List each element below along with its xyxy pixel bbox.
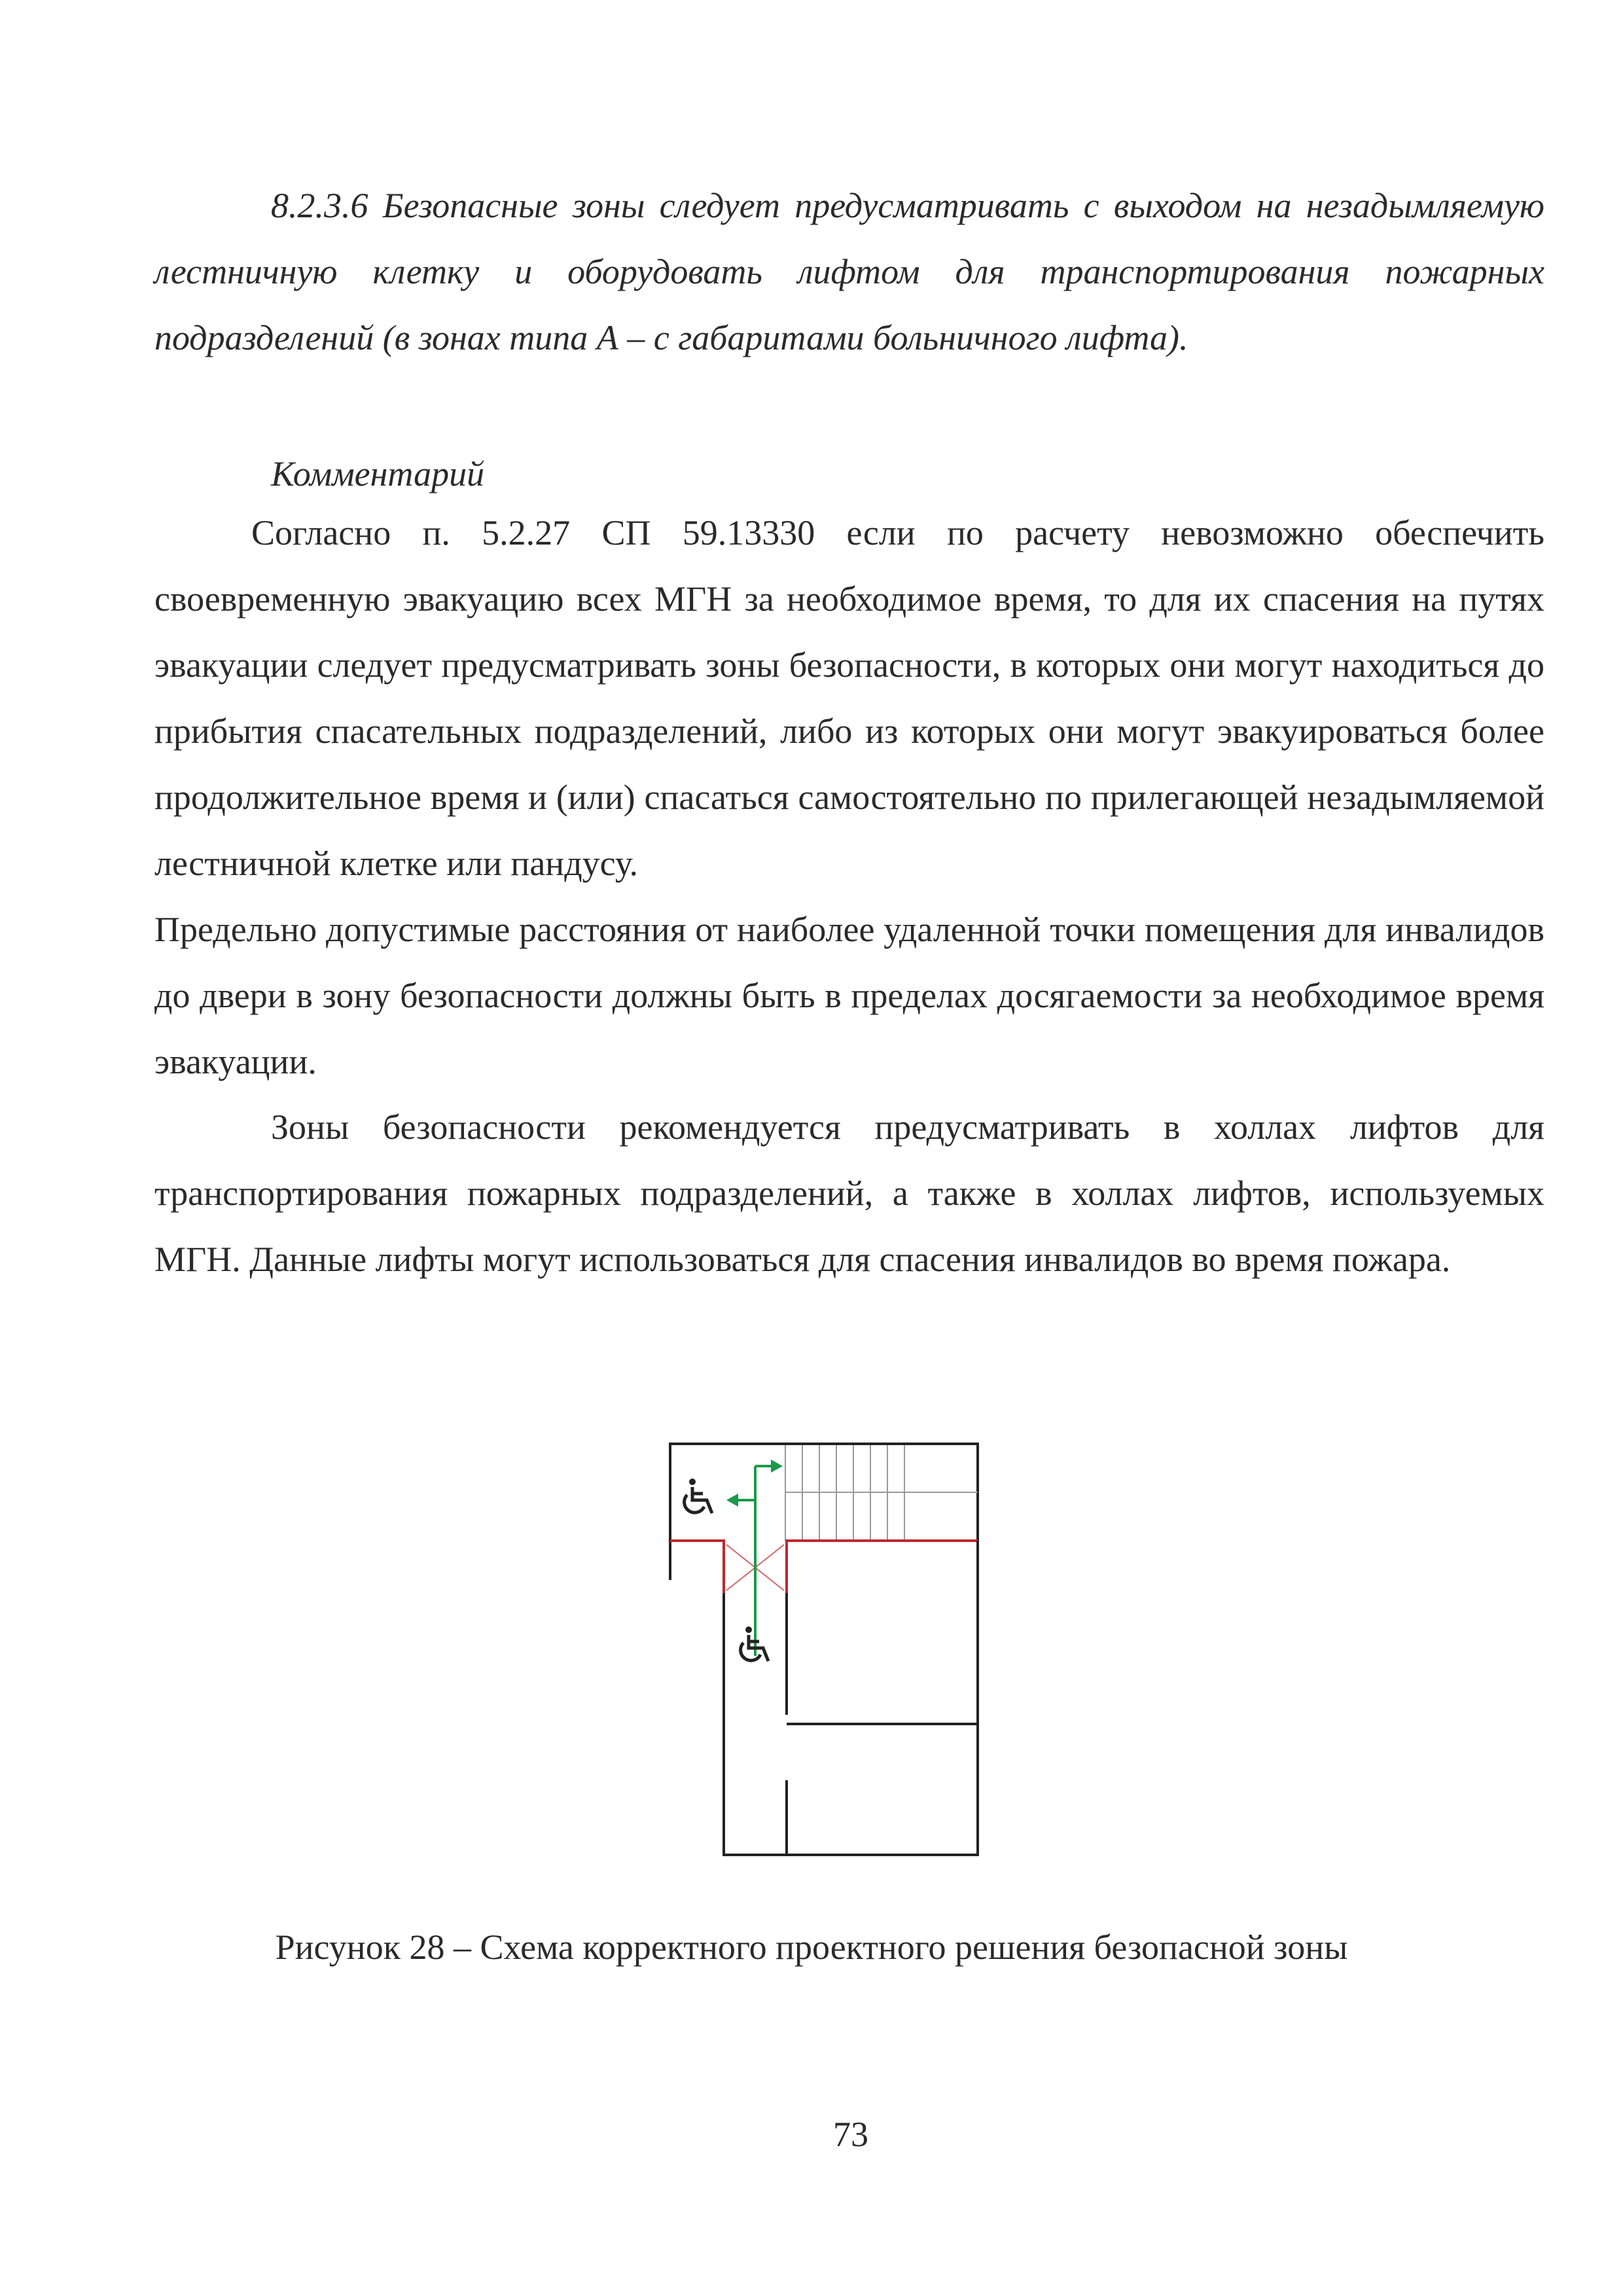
comment-paragraph-3: Зоны безопасности рекомендуется предусматривать в холлах лифтов для транспортирования пожарных подразделений, а также в холлах лифтов, используемых МГН. Данные лифты могут использоваться для спасения инвалидов во время пожара.	[154, 1107, 1544, 1279]
corridor-walls	[724, 1541, 978, 1855]
comment-paragraph-2: Предельно допустимые расстояния от наиболее удаленной точки помещения для инвалидов до двери в зону безопасности должны быть в пределах досягаемости за необходимое время эвакуации.	[154, 910, 1544, 1081]
stair-flight	[785, 1445, 978, 1541]
fire-partition	[670, 1541, 978, 1593]
safe-zone-walls	[670, 1444, 978, 1580]
comment-paragraph-1: Согласно п. 5.2.27 СП 59.13330 если по расчету невозможно обеспечить своевременную эвакуацию всех МГН за необходимое время, то для их спасения на путях эвакуации следует предусматривать зоны безопасности, в которых они могут находиться до прибытия спасательных подразделений, либо из которых они могут эвакуироваться более продолжительное время и (или) спасаться самостоятельно по прилегающей незадымляемой лестничной клетке или пандусу.	[154, 513, 1544, 883]
safe-zone-floor-plan	[668, 1440, 982, 1859]
figure-caption: Рисунок 28 – Схема корректного проектного решения безопасной зоны	[275, 1928, 1348, 1967]
wheelchair-icon	[685, 1479, 712, 1513]
evacuation-arrow	[726, 1460, 783, 1656]
comment-heading: Комментарий	[271, 454, 485, 493]
clause-8-2-3-6: 8.2.3.6 Безопасные зоны следует предусматривать с выходом на незадымляемую лестничную клетку и оборудовать лифтом для транспортирования пожарных подразделений (в зонах типа А – с габаритами больничного лифта).	[154, 186, 1544, 357]
page-number: 73	[833, 2115, 868, 2154]
